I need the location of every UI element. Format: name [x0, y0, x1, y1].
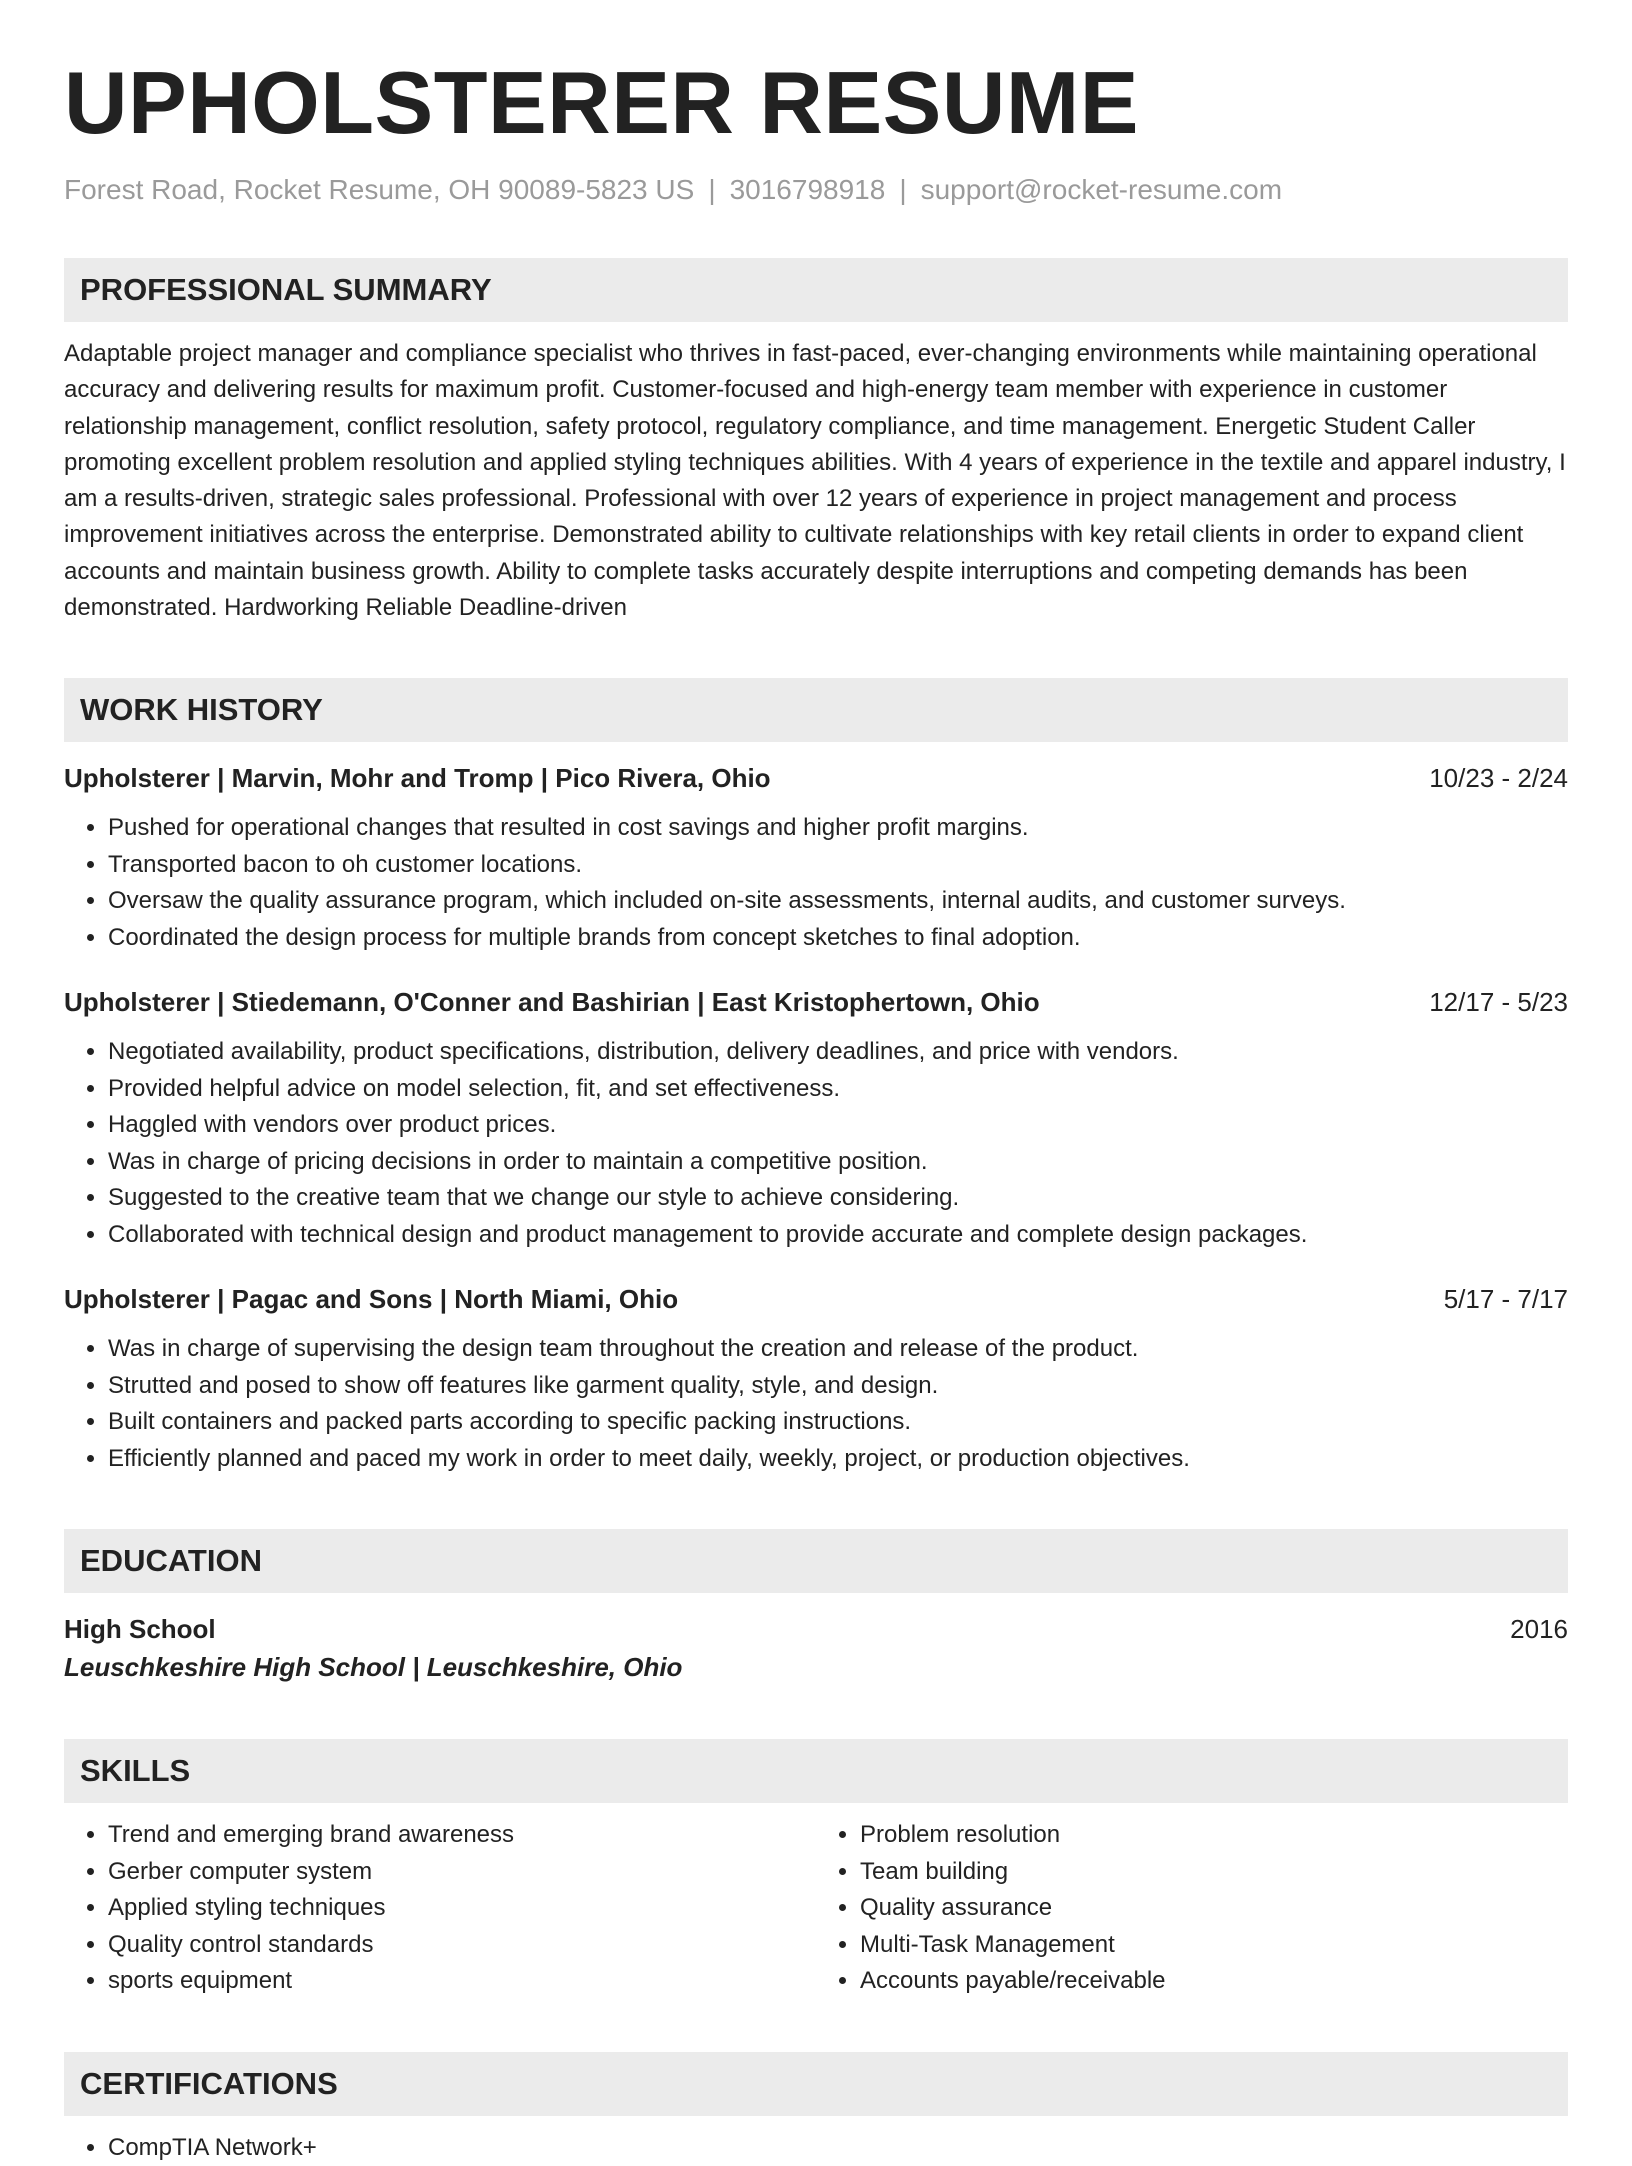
skill-item: • Multi-Task Management — [860, 1927, 1568, 1964]
skill-item: • Quality control standards — [108, 1927, 816, 1964]
job-bullets — [64, 1331, 1568, 1477]
resume-title: UPHOLSTERER RESUME — [64, 53, 1139, 152]
job-bullet: • Negotiated availability, product specifications, distribution, delivery deadlines, and price with vendors. — [108, 1034, 1568, 1071]
skills-list-left — [64, 1817, 816, 2000]
job-header — [64, 760, 1568, 796]
skill-item: • Gerber computer system — [108, 1854, 816, 1891]
job-title: Upholsterer | Pagac and Sons | North Miami, Ohio — [64, 1284, 679, 1315]
job-bullet: • Pushed for operational changes that resulted in cost savings and higher profit margins. — [108, 810, 1568, 847]
skills-columns — [64, 1817, 1568, 2000]
job-bullet: • Suggested to the creative team that we change our style to achieve considering. — [108, 1180, 1568, 1217]
contact-separator: | — [708, 174, 716, 205]
certifications-list — [64, 2130, 1568, 2166]
job-bullet: • Coordinated the design process for multiple brands from concept sketches to final adoption. — [108, 920, 1568, 957]
skills-list-right — [816, 1817, 1568, 2000]
job-bullet: • Built containers and packed parts according to specific packing instructions. — [108, 1404, 1568, 1441]
job-bullet: • Oversaw the quality assurance program, which included on-site assessments, internal audits, and customer surveys. — [108, 883, 1568, 920]
certification-item: • CompTIA Network+ — [108, 2130, 1568, 2166]
section-header-summary: PROFESSIONAL SUMMARY — [64, 258, 1568, 322]
job-header — [64, 1281, 1568, 1317]
job-bullets — [64, 810, 1568, 956]
job-dates: 5/17 - 7/17 — [1443, 1284, 1568, 1315]
job-bullet: • Strutted and posed to show off features like garment quality, style, and design. — [108, 1368, 1568, 1405]
skill-item: • Team building — [860, 1854, 1568, 1891]
skill-item: • Quality assurance — [860, 1890, 1568, 1927]
job-entry — [64, 1281, 1568, 1477]
job-bullet: • Provided helpful advice on model selection, fit, and set effectiveness. — [108, 1071, 1568, 1108]
contact-phone: 3016798918 — [729, 174, 886, 205]
job-bullet: • Haggled with vendors over product prices. — [108, 1107, 1568, 1144]
job-bullet: • Transported bacon to oh customer locations. — [108, 847, 1568, 884]
job-bullet: • Collaborated with technical design and product management to provide accurate and complete design packages. — [108, 1217, 1568, 1254]
skill-item: • Applied styling techniques — [108, 1890, 816, 1927]
section-header-education: EDUCATION — [64, 1529, 1568, 1593]
section-header-work-history: WORK HISTORY — [64, 678, 1568, 742]
job-header — [64, 984, 1568, 1020]
job-entry — [64, 984, 1568, 1253]
education-school: Leuschkeshire High School | Leuschkeshire, Ohio — [64, 1652, 683, 1683]
section-header-skills: SKILLS — [64, 1739, 1568, 1803]
skill-item: • Problem resolution — [860, 1817, 1568, 1854]
education-degree: High School — [64, 1614, 216, 1645]
summary-text: Adaptable project manager and compliance specialist who thrives in fast-paced, ever-changing environments while maintaining operational accuracy and delivering results for maximum profit. Customer-focused and high-energy team member with experience in customer relationship management, conflict resolution, safety protocol, regulatory compliance, and time management. Energetic Student Caller promoting excellent problem resolution and applied styling techniques abilities. With 4 years of experience in the textile and apparel industry, I am a results-driven, strategic sales professional. Professional with over 12 years of experience in project management and process improvement initiatives across the enterprise. Demonstrated ability to cultivate relationships with key retail clients in order to expand client accounts and maintain business growth. Ability to complete tasks accurately despite interruptions and competing demands has been demonstrated. Hardworking Reliable Deadline-driven — [64, 340, 1566, 622]
job-entry — [64, 760, 1568, 956]
job-title: Upholsterer | Stiedemann, O'Conner and Bashirian | East Kristophertown, Ohio — [64, 987, 1040, 1018]
job-dates: 12/17 - 5/23 — [1429, 987, 1568, 1018]
skill-item: • Accounts payable/receivable — [860, 1963, 1568, 2000]
contact-line — [64, 170, 1568, 210]
job-bullet: • Efficiently planned and paced my work in order to meet daily, weekly, project, or production objectives. — [108, 1441, 1568, 1478]
education-year: 2016 — [1510, 1614, 1568, 1645]
education-header — [64, 1611, 1568, 1647]
job-bullet: • Was in charge of supervising the design team throughout the creation and release of the product. — [108, 1331, 1568, 1368]
skill-item: • sports equipment — [108, 1963, 816, 2000]
job-bullets — [64, 1034, 1568, 1253]
job-dates: 10/23 - 2/24 — [1429, 763, 1568, 794]
contact-address: Forest Road, Rocket Resume, OH 90089-5823 US — [64, 174, 695, 205]
skill-item: • Trend and emerging brand awareness — [108, 1817, 816, 1854]
job-title: Upholsterer | Marvin, Mohr and Tromp | Pico Rivera, Ohio — [64, 763, 771, 794]
contact-email: support@rocket-resume.com — [920, 174, 1283, 205]
section-header-certifications: CERTIFICATIONS — [64, 2052, 1568, 2116]
job-bullet: • Was in charge of pricing decisions in order to maintain a competitive position. — [108, 1144, 1568, 1181]
contact-separator: | — [899, 174, 907, 205]
